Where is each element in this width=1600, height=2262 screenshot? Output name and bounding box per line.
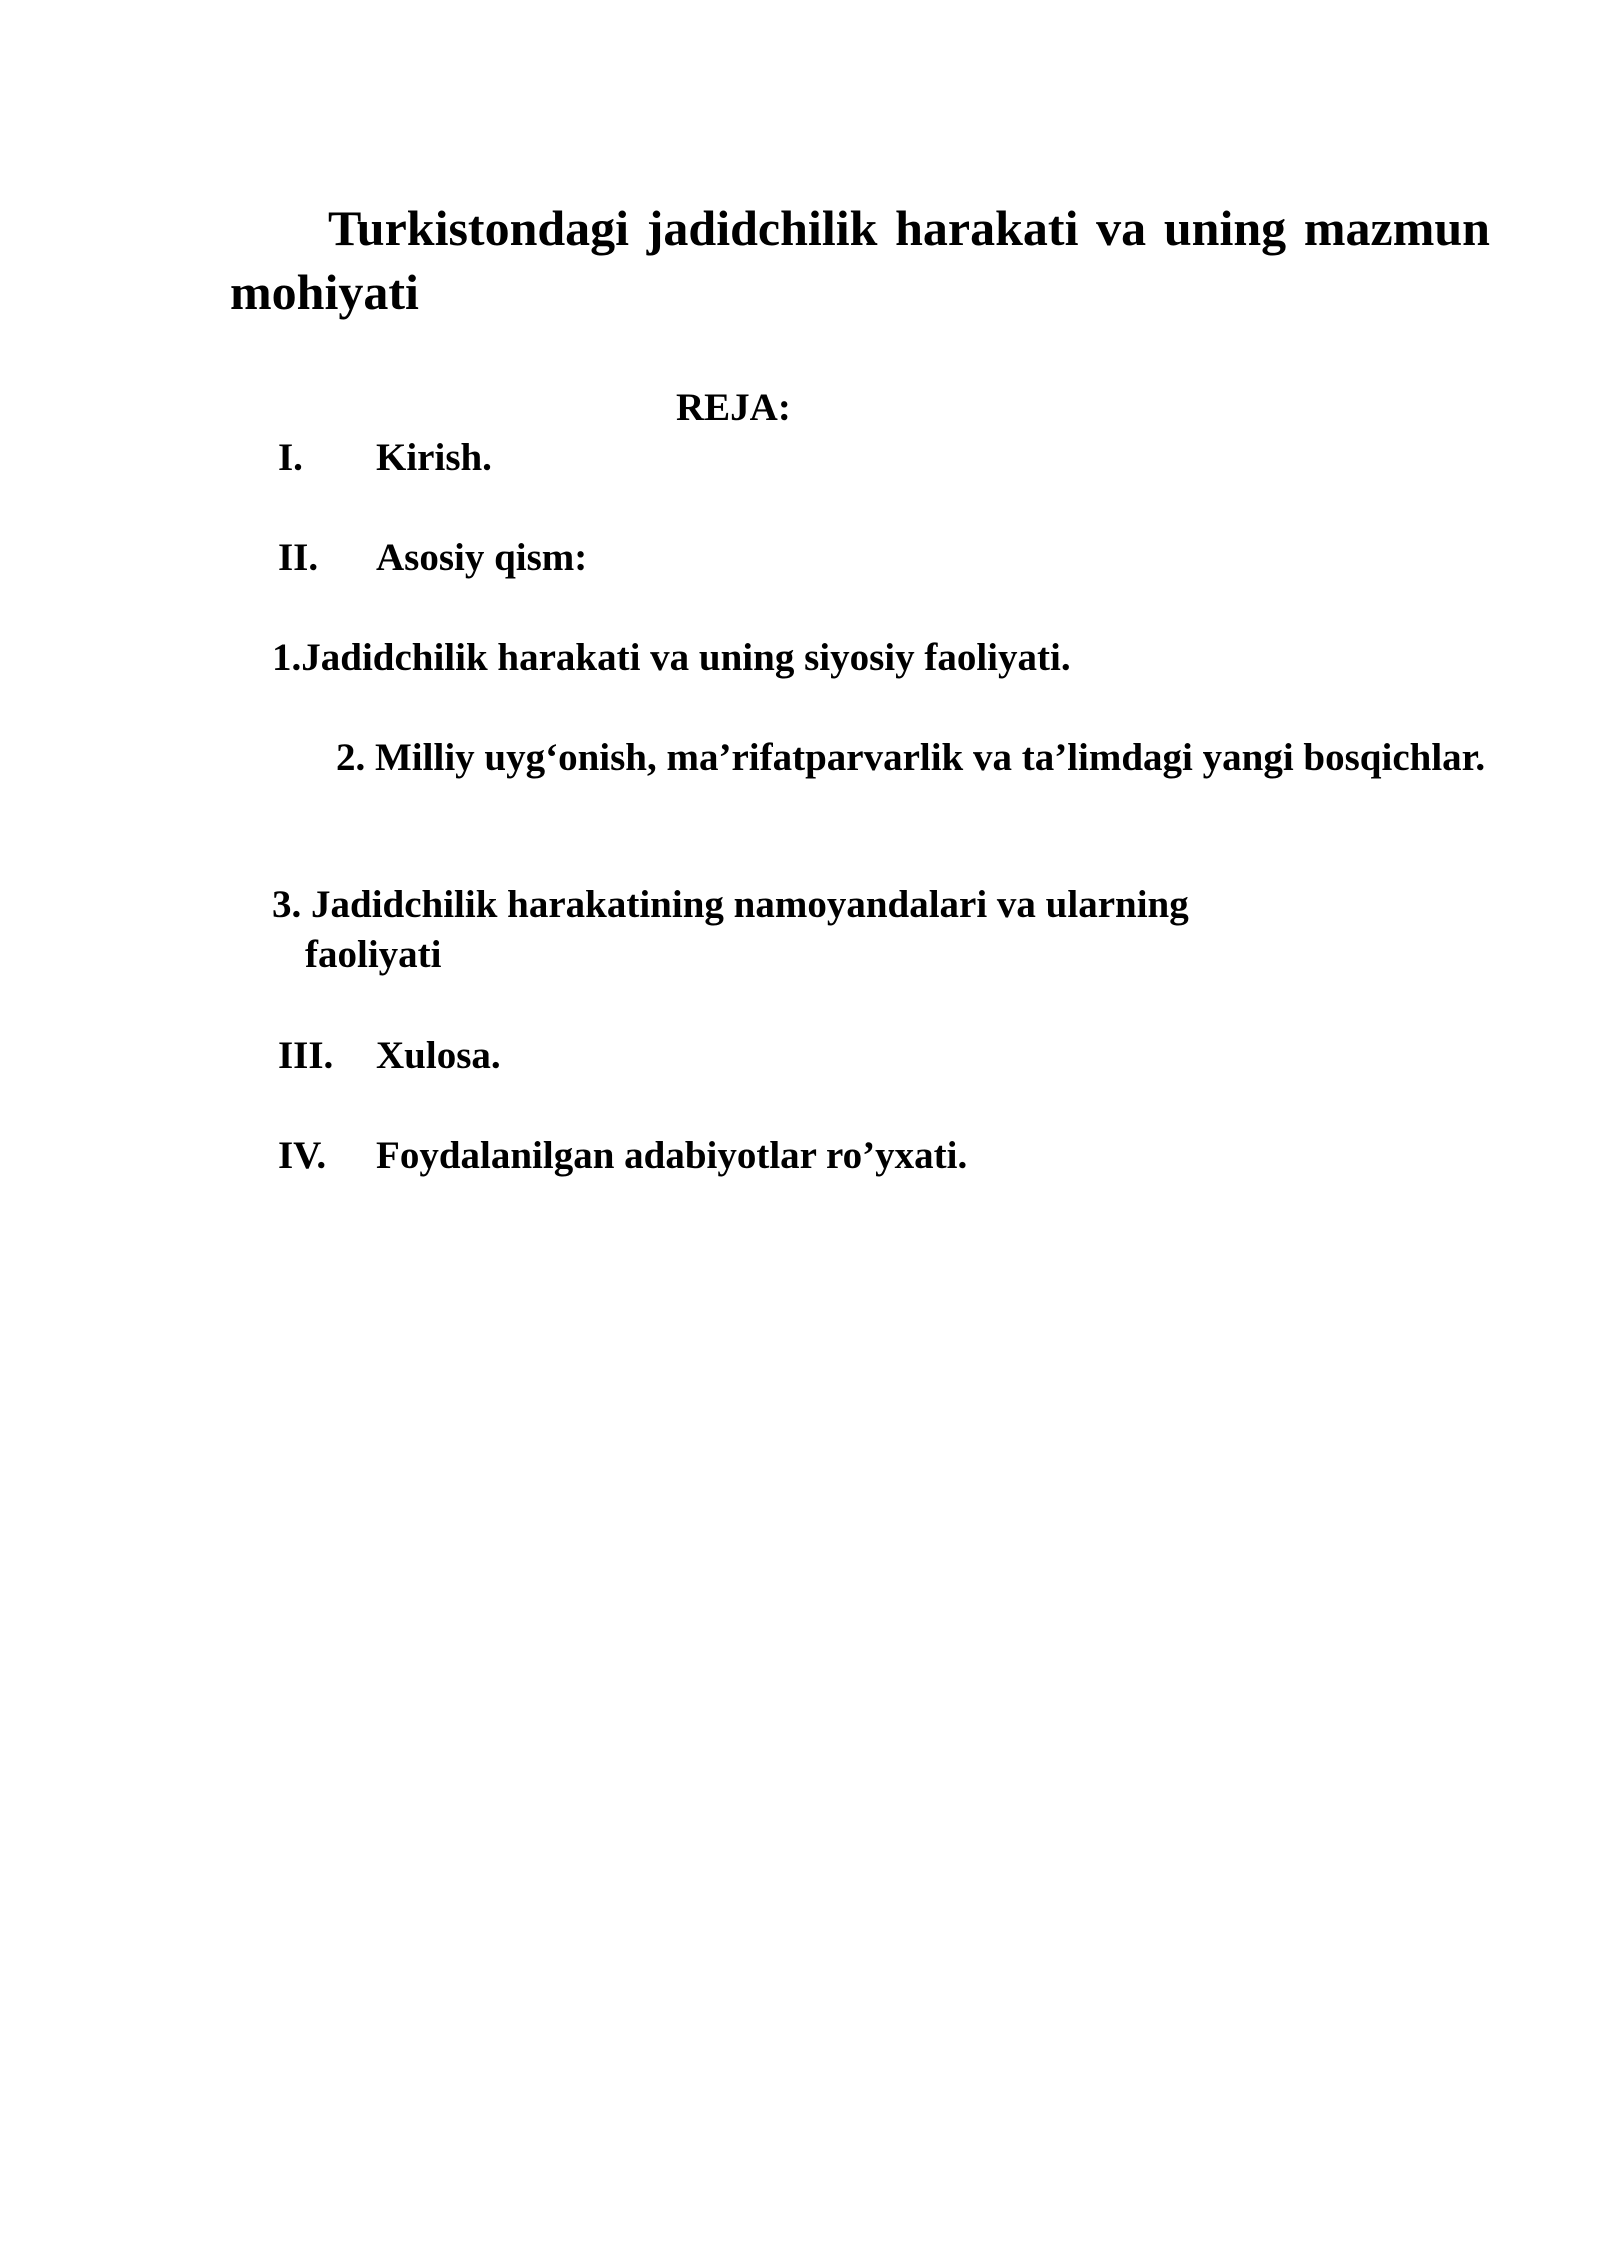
item-text-1: Kirish.	[376, 436, 492, 479]
sub-item-3-line-1: 3. Jadidchilik harakatining namoyandalari va ularning	[272, 883, 1189, 926]
sub-item-2: 2. Milliy uyg‘onish, ma’rifatparvarlik va ta’limdagi yangi bosqichlar.	[336, 736, 1486, 779]
item-numeral-3: III.	[278, 1034, 334, 1077]
sub-item-1: 1.Jadidchilik harakati va uning siyosiy faoliyati.	[272, 636, 1071, 679]
plan-heading: REJA:	[676, 386, 791, 429]
item-numeral-2: II.	[278, 536, 319, 579]
item-text-2: Asosiy qism:	[376, 536, 588, 579]
item-numeral-1: I.	[278, 436, 303, 479]
item-text-3: Xulosa.	[376, 1034, 501, 1077]
item-numeral-4: IV.	[278, 1134, 327, 1177]
document-title: Turkistondagi jadidchilik harakati va uning mazmun mohiyati	[230, 200, 1490, 320]
item-text-4: Foydalanilgan adabiyotlar ro’yxati.	[376, 1134, 968, 1177]
sub-item-3-line-2: faoliyati	[305, 933, 442, 976]
sub-item-3	[272, 880, 1372, 980]
